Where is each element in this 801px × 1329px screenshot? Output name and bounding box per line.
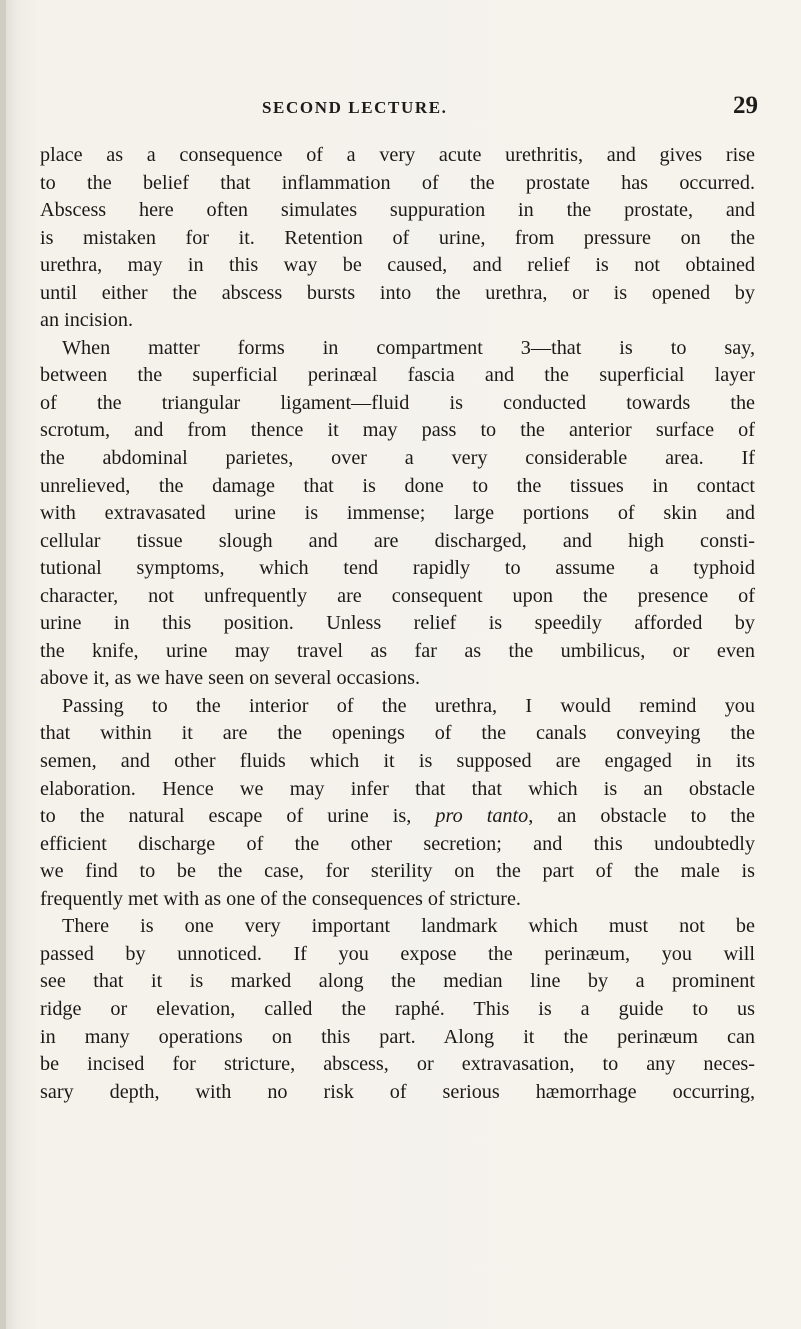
text-line: between the superficial perinæal fascia and the superficial layer — [40, 364, 755, 387]
text-line: Passing to the interior of the urethra, I would remind you — [62, 694, 755, 717]
text-line: urethra, may in this way be caused, and relief is not obtained — [40, 254, 755, 277]
text-line: is mistaken for it. Retention of urine, from pressure on the — [40, 226, 755, 249]
text-fragment: , an obstacle to the — [528, 805, 756, 828]
page-header — [0, 92, 801, 122]
text-line: When matter forms in compartment 3—that is to say, — [62, 336, 755, 359]
text-line: character, not unfrequently are consequent upon the presence of — [40, 584, 755, 607]
text-line: an incision. — [40, 309, 134, 332]
text-line: ridge or elevation, called the raphé. This is a guide to us — [40, 997, 755, 1020]
body-text — [40, 142, 755, 1106]
text-line: semen, and other fluids which it is supposed are engaged in its — [40, 750, 755, 773]
text-line: the abdominal parietes, over a very considerable area. If — [40, 447, 755, 470]
text-line: see that it is marked along the median line by a prominent — [40, 970, 755, 993]
text-line: cellular tissue slough and are discharged, and high consti- — [40, 529, 755, 552]
text-line: place as a consequence of a very acute urethritis, and gives rise — [40, 144, 755, 166]
text-line: frequently met with as one of the consequences of stricture. — [40, 887, 521, 910]
text-fragment: to the natural escape of urine is, — [40, 805, 412, 828]
text-line: There is one very important landmark which must not be — [62, 915, 755, 938]
text-line: efficient discharge of the other secretion; and this undoubtedly — [40, 832, 755, 855]
text-line: in many operations on this part. Along it the perinæum can — [40, 1025, 755, 1048]
text-line: urine in this position. Unless relief is speedily afforded by — [40, 612, 755, 635]
text-line-with-italic — [40, 803, 755, 831]
text-line: sary depth, with no risk of serious hæmorrhage occurring, — [40, 1080, 755, 1103]
text-line: until either the abscess bursts into the urethra, or is opened by — [40, 281, 755, 304]
text-line: that within it are the openings of the canals conveying the — [40, 722, 755, 745]
page-edge — [0, 0, 6, 1329]
text-line: scrotum, and from thence it may pass to the anterior surface of — [40, 419, 755, 442]
text-line: above it, as we have seen on several occasions. — [40, 667, 421, 690]
text-line: passed by unnoticed. If you expose the perinæum, you will — [40, 942, 755, 965]
text-line: with extravasated urine is immense; large portions of skin and — [40, 502, 755, 525]
text-line: unrelieved, the damage that is done to the tissues in contact — [40, 474, 755, 497]
text-line: be incised for stricture, abscess, or extravasation, to any neces- — [40, 1053, 755, 1076]
text-line: the knife, urine may travel as far as the umbilicus, or even — [40, 639, 755, 662]
text-line: elaboration. Hence we may infer that that which is an obstacle — [40, 777, 755, 800]
text-line: we find to be the case, for sterility on the part of the male is — [40, 860, 755, 883]
running-head: SECOND LECTURE. — [262, 98, 448, 117]
italic-phrase: pro tanto — [435, 805, 529, 828]
text-line: tutional symptoms, which tend rapidly to assume a typhoid — [40, 557, 755, 580]
text-line: Abscess here often simulates suppuration in the prostate, and — [40, 199, 755, 222]
text-line: of the triangular ligament—fluid is conducted towards the — [40, 391, 755, 414]
page-number: 29 — [733, 92, 758, 119]
text-line: to the belief that inflammation of the prostate has occurred. — [40, 171, 755, 194]
